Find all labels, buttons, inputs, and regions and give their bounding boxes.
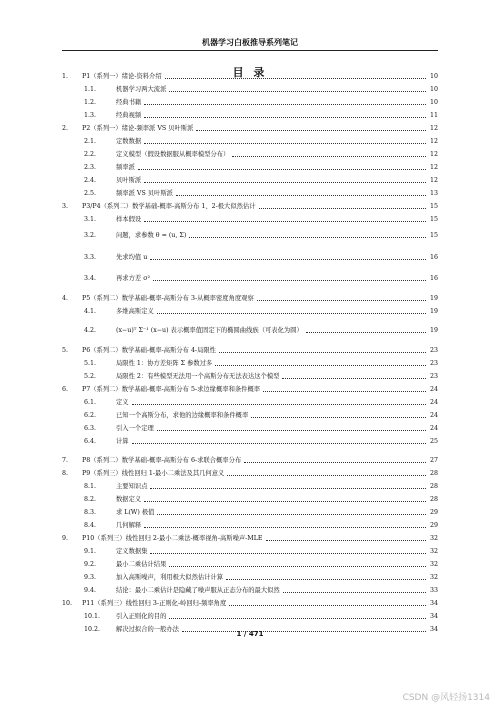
toc-number: 1.1. — [84, 86, 97, 93]
toc-leader-dots — [150, 553, 426, 554]
toc-page-number: 19 — [429, 295, 438, 302]
toc-row[interactable] — [62, 120, 438, 132]
toc-number: 6. — [62, 386, 69, 393]
toc-entry-text: 多维高斯定义 — [116, 308, 154, 315]
toc-page-number: 19 — [429, 327, 438, 334]
toc-leader-dots — [138, 169, 426, 170]
toc-entry-text: 定数数据 — [116, 138, 142, 145]
toc-page-number: 28 — [429, 470, 438, 477]
toc-leader-dots — [229, 605, 426, 606]
toc-entry-text: P3/P4（系列二）数学基础-概率-高斯分布 1、2-极大似然估计 — [82, 203, 256, 210]
toc-page-number: 28 — [429, 496, 438, 503]
toc-page-number: 24 — [429, 425, 438, 432]
toc-leader-dots — [306, 332, 426, 333]
toc-row[interactable] — [62, 342, 438, 354]
toc-leader-dots — [144, 104, 426, 105]
toc-number: 9.4. — [84, 587, 97, 594]
toc-leader-dots — [259, 208, 426, 209]
toc-leader-dots — [169, 566, 426, 567]
toc-entry-text: 结论：最小二乘估计是隐藏了噪声服从正态分布的最大似然 — [116, 587, 280, 594]
toc-page-number: 32 — [429, 548, 438, 555]
toc-row[interactable] — [62, 368, 438, 380]
toc-entry-text: 引入一个定理 — [116, 425, 154, 432]
toc-row[interactable] — [62, 227, 438, 239]
toc-row[interactable] — [62, 249, 438, 261]
toc-leader-dots — [157, 514, 426, 515]
toc-row[interactable] — [62, 433, 438, 445]
toc-leader-dots — [144, 501, 426, 502]
toc-leader-dots — [150, 259, 426, 260]
toc-leader-dots — [189, 237, 426, 238]
toc-row[interactable] — [62, 504, 438, 516]
toc-entry-text: P1（系列一）绪论-资料介绍 — [82, 73, 162, 80]
toc-entry-text: (x−u)ᵀ Σ⁻¹ (x−u) 表示概率值固定下的椭圆曲线族（可表化为圆） — [116, 327, 303, 334]
toc-leader-dots — [263, 391, 426, 392]
toc-entry-text: 计算 — [116, 438, 129, 445]
toc-entry-text: P8（系列二）数学基础-概率-高斯分布 6-求联合概率分布 — [82, 457, 242, 464]
toc-row[interactable] — [62, 290, 438, 302]
toc-page-number: 33 — [429, 587, 438, 594]
toc-number: 6.2. — [84, 412, 97, 419]
toc-number: 8.1. — [84, 483, 97, 490]
toc-row[interactable] — [62, 198, 438, 210]
toc-row[interactable] — [62, 81, 438, 93]
toc-number: 1.3. — [84, 112, 97, 119]
toc-entry-text: 定义数据集 — [116, 548, 148, 555]
toc-page-number: 15 — [429, 203, 438, 210]
toc-row[interactable] — [62, 608, 438, 620]
toc-page-number: 32 — [429, 561, 438, 568]
toc-page-number: 23 — [429, 347, 438, 354]
toc-number: 3.1. — [84, 216, 97, 223]
toc-number: 5. — [62, 347, 69, 354]
toc-page-number: 34 — [429, 626, 438, 633]
toc-page-number: 32 — [429, 574, 438, 581]
toc-row[interactable] — [62, 107, 438, 119]
toc-row[interactable] — [62, 303, 438, 315]
toc-entry-text: 几何解释 — [116, 522, 142, 529]
toc-row[interactable] — [62, 543, 438, 555]
toc-entry-text: 经典书籍 — [116, 99, 142, 106]
toc-page-number: 25 — [429, 438, 438, 445]
toc-leader-dots — [176, 195, 426, 196]
toc-entry-text: 局限性 2：有些模型无法用一个高斯分布无法表达这个模型 — [116, 373, 280, 380]
toc-entry-text: 频率派 — [116, 164, 135, 171]
toc-row[interactable] — [62, 133, 438, 145]
toc-row[interactable] — [62, 355, 438, 367]
toc-entry-text: 引入正则化的目的 — [116, 613, 167, 620]
toc-row[interactable] — [62, 185, 438, 197]
toc-row[interactable] — [62, 517, 438, 529]
toc-leader-dots — [144, 182, 426, 183]
running-header: 机器学习白板推导系列笔记 — [202, 38, 298, 47]
toc-row[interactable] — [62, 465, 438, 477]
toc-leader-dots — [153, 280, 426, 281]
toc-leader-dots — [169, 618, 426, 619]
toc-number: 4. — [62, 295, 69, 302]
toc-leader-dots — [196, 130, 426, 131]
toc-number: 1.2. — [84, 99, 97, 106]
toc-number: 9.1. — [84, 548, 97, 555]
toc-entry-text: 定义模型（假设数据服从概率模型分布） — [116, 151, 230, 158]
toc-row[interactable] — [62, 556, 438, 568]
toc-page-number: 12 — [429, 164, 438, 171]
toc-number: 6.4. — [84, 438, 97, 445]
toc-number: 9. — [62, 535, 69, 542]
toc-entry-text: 机器学习两大流派 — [116, 86, 167, 93]
toc-leader-dots — [144, 143, 426, 144]
toc-entry-text: 贝叶斯派 — [116, 177, 142, 184]
toc-number: 4.1. — [84, 308, 97, 315]
toc-entry-text: P2（系列一）绪论-频率派 VS 贝叶斯派 — [82, 125, 194, 132]
toc-number: 6.1. — [84, 399, 97, 406]
toc-entry-text: 局限性 1：协方差矩阵 Σ 参数过多 — [116, 360, 213, 367]
toc-entry-text: 数据定义 — [116, 496, 142, 503]
toc-page-number: 10 — [429, 86, 438, 93]
toc-leader-dots — [226, 579, 426, 580]
toc-row[interactable] — [62, 530, 438, 542]
toc-row[interactable] — [62, 270, 438, 282]
toc-entry-text: 最小二乘估计结果 — [116, 561, 167, 568]
toc-leader-dots — [251, 417, 426, 418]
toc-page-number: 12 — [429, 138, 438, 145]
toc-entry-text: 主要知识点 — [116, 483, 148, 490]
watermark: CSDN @风轻扬1314 — [402, 693, 490, 703]
toc-entry-text: 加入高斯噪声，利用极大似然估计计算 — [116, 574, 224, 581]
toc-page-number: 12 — [429, 151, 438, 158]
toc-leader-dots — [283, 592, 426, 593]
toc-page-number: 15 — [429, 232, 438, 239]
toc-number: 10.1. — [84, 613, 101, 620]
toc-leader-dots — [132, 443, 426, 444]
toc-number: 2.2. — [84, 151, 97, 158]
toc-leader-dots — [219, 352, 426, 353]
toc-entry-text: P11（系列三）线性回归 3-正则化-岭回归-频率角度 — [82, 600, 227, 607]
toc-entry-text: P7（系列二）数学基础-概率-高斯分布 5-求边缘概率和条件概率 — [82, 386, 261, 393]
toc-entry-text: 求 L(W) 极值 — [116, 509, 155, 516]
toc-number: 5.2. — [84, 373, 97, 380]
toc-entry-text: P5（系列二）数学基础-概率-高斯分布 3-从概率密度角度观察 — [82, 295, 254, 302]
toc-number: 9.2. — [84, 561, 97, 568]
toc-page-number: 27 — [429, 457, 438, 464]
toc-number: 7. — [62, 457, 69, 464]
toc-row[interactable] — [62, 491, 438, 503]
toc-page-number: 10 — [429, 73, 438, 80]
toc-row[interactable] — [62, 452, 438, 464]
toc-page-number: 11 — [429, 112, 438, 119]
toc-number: 2.5. — [84, 190, 97, 197]
toc-row[interactable] — [62, 172, 438, 184]
toc-leader-dots — [169, 91, 426, 92]
toc-page-number: 24 — [429, 412, 438, 419]
toc-row[interactable] — [62, 159, 438, 171]
toc-leader-dots — [144, 527, 426, 528]
toc-number: 2.3. — [84, 164, 97, 171]
toc-number: 10.2. — [84, 626, 101, 633]
toc-entry-text: 问题，求参数 θ = (u, Σ) — [116, 232, 187, 239]
toc-entry-text: P10（系列三）线性回归 2-最小二乘法-概率视角-高斯噪声-MLE — [82, 535, 263, 542]
toc-row[interactable] — [62, 420, 438, 432]
toc-number: 9.3. — [84, 574, 97, 581]
toc-page-number: 19 — [429, 308, 438, 315]
toc-number: 2.1. — [84, 138, 97, 145]
toc-leader-dots — [144, 117, 426, 118]
toc-leader-dots — [157, 430, 426, 431]
toc-number: 2. — [62, 125, 69, 132]
toc-number: 3. — [62, 203, 69, 210]
toc-leader-dots — [282, 378, 426, 379]
toc-page-number: 32 — [429, 535, 438, 542]
toc-leader-dots — [215, 365, 426, 366]
toc-row[interactable] — [62, 478, 438, 490]
toc-entry-text: 先求均值 u — [116, 254, 148, 261]
toc-row[interactable] — [62, 394, 438, 406]
toc-number: 1. — [62, 73, 69, 80]
toc-number: 2.4. — [84, 177, 97, 184]
toc-row[interactable] — [62, 582, 438, 594]
toc-page-number: 16 — [429, 254, 438, 261]
toc-row[interactable] — [62, 68, 438, 80]
toc-page-number: 29 — [429, 522, 438, 529]
toc-number: 4.2. — [84, 327, 97, 334]
toc-leader-dots — [232, 156, 426, 157]
toc-page-number: 16 — [429, 275, 438, 282]
toc-page-number: 13 — [429, 190, 438, 197]
toc-number: 8. — [62, 470, 69, 477]
toc-number: 3.2. — [84, 232, 97, 239]
toc-number: 8.2. — [84, 496, 97, 503]
toc-row[interactable] — [62, 211, 438, 223]
toc-number: 8.3. — [84, 509, 97, 516]
toc-row[interactable] — [62, 595, 438, 607]
toc-entry-text: 解决过拟合的一般办法 — [116, 626, 179, 633]
toc-leader-dots — [266, 540, 426, 541]
toc-entry-text: P9（系列三）线性回归 1-最小二乘法及其几何意义 — [82, 470, 225, 477]
toc-leader-dots — [150, 488, 426, 489]
toc-row[interactable] — [62, 407, 438, 419]
toc-number: 5.1. — [84, 360, 97, 367]
toc-entry-text: 再求方差 σ² — [116, 275, 151, 282]
toc-page-number: 24 — [429, 399, 438, 406]
toc-row[interactable] — [62, 146, 438, 158]
toc-entry-text: 样本假设 — [116, 216, 142, 223]
toc-number: 10. — [62, 600, 73, 607]
toc-page-number: 12 — [429, 177, 438, 184]
toc-entry-text: 经典视频 — [116, 112, 142, 119]
toc-entry-text: 定义 — [116, 399, 129, 406]
toc-heading: 目 录 — [232, 66, 268, 79]
toc-leader-dots — [257, 300, 426, 301]
toc-number: 3.4. — [84, 275, 97, 282]
toc-page-number: 15 — [429, 216, 438, 223]
toc-page-number: 12 — [429, 125, 438, 132]
toc-page-number: 29 — [429, 509, 438, 516]
toc-leader-dots — [165, 78, 426, 79]
toc-leader-dots — [132, 404, 426, 405]
page-number: 1 / 471 — [236, 630, 264, 638]
toc-page-number: 23 — [429, 360, 438, 367]
toc-leader-dots — [227, 475, 426, 476]
toc-page-number: 24 — [429, 386, 438, 393]
toc-number: 3.3. — [84, 254, 97, 261]
toc-number: 8.4. — [84, 522, 97, 529]
toc-page-number: 34 — [429, 600, 438, 607]
toc-entry-text: 已知一个高斯分布，求他的边缘概率和条件概率 — [116, 412, 249, 419]
toc-page-number: 28 — [429, 483, 438, 490]
toc-leader-dots — [157, 313, 426, 314]
toc-leader-dots — [144, 221, 426, 222]
toc-row[interactable] — [62, 569, 438, 581]
toc-row[interactable] — [62, 94, 438, 106]
toc-page-number: 23 — [429, 373, 438, 380]
toc-page-number: 10 — [429, 99, 438, 106]
toc-leader-dots — [244, 462, 426, 463]
toc-row[interactable] — [62, 322, 438, 334]
toc-number: 6.3. — [84, 425, 97, 432]
toc-entry-text: P6（系列二）数学基础-概率-高斯分布 4-局限性 — [82, 347, 216, 354]
toc-page-number: 34 — [429, 613, 438, 620]
toc-row[interactable] — [62, 381, 438, 393]
toc-entry-text: 频率派 VS 贝叶斯派 — [116, 190, 173, 197]
